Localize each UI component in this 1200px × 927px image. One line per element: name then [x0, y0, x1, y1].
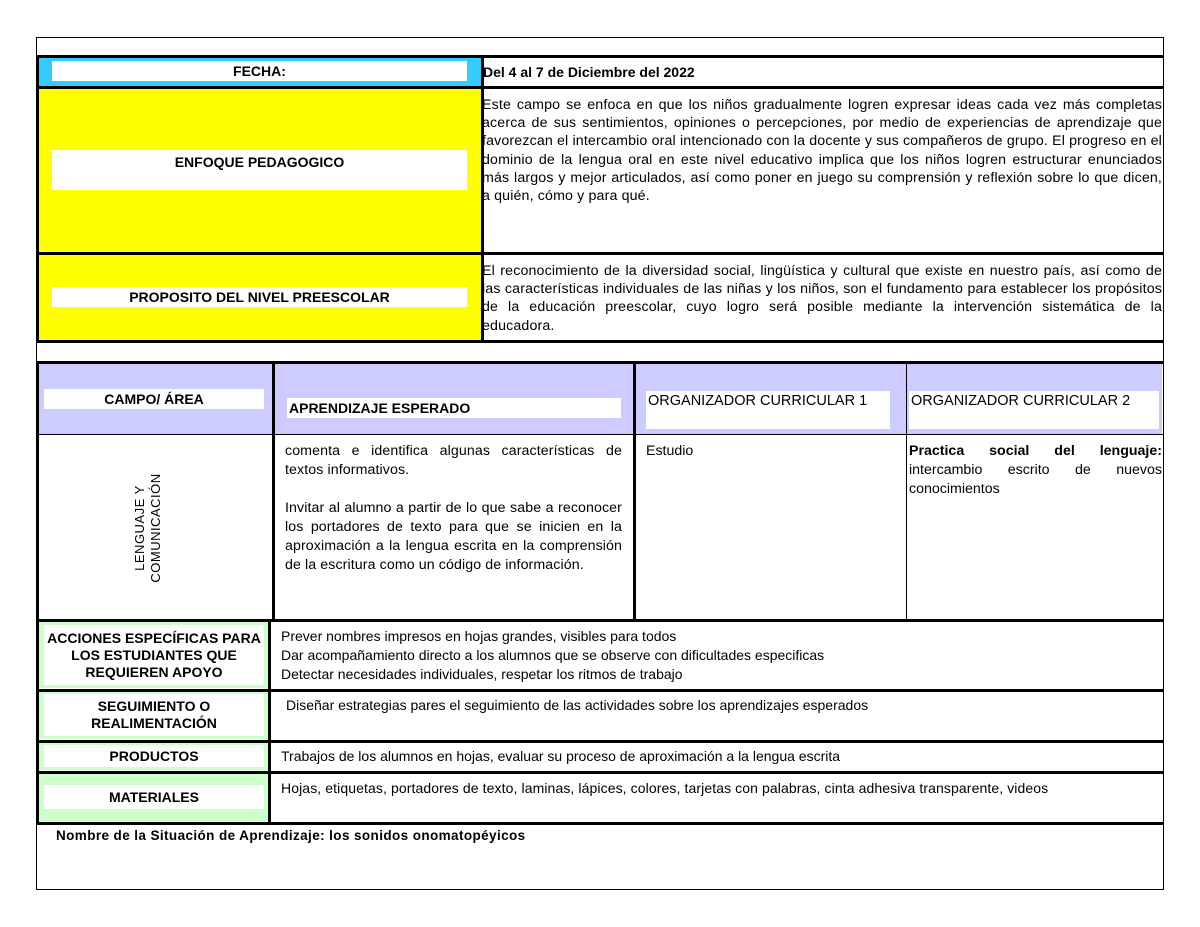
- col-org1-header-text: ORGANIZADOR CURRICULAR 1: [648, 393, 868, 409]
- divider: [36, 740, 1164, 743]
- col-campo-header: CAMPO/ ÁREA: [44, 389, 264, 409]
- divider: [36, 55, 39, 342]
- divider: [272, 361, 275, 621]
- seguimiento-text: Diseñar estrategias pares el seguimiento de las actividades sobre los aprendizajes esperados: [286, 697, 869, 713]
- divider: [481, 55, 484, 342]
- campo-value-line1: LENGUAJE Y: [132, 485, 147, 571]
- divider: [268, 619, 271, 824]
- divider: [36, 361, 1164, 364]
- divider: [36, 822, 1164, 825]
- divider: [36, 55, 1164, 58]
- materiales-text: Hojas, etiquetas, portadores de texto, laminas, lápices, colores, tarjetas con palabras, cinta adhesiva transparente, videos: [281, 780, 1049, 796]
- materiales-label: MATERIALES: [44, 785, 264, 809]
- col-aprendizaje-header: APRENDIZAJE ESPERADO: [287, 398, 621, 418]
- proposito-text: El reconocimiento de la diversidad social, lingüística y cultural que existe en nuestro país, así como de las características individuales de las niñas y los niños, son el fundamento para establecer los propósitos de la educación preescolar, cuyo logro será posible mediante la intervención sistemática de la educadora.: [482, 263, 1162, 334]
- divider: [36, 361, 39, 621]
- col-org1-header: [646, 391, 890, 429]
- productos-text: Trabajos de los alumnos en hojas, evaluar su proceso de aproximación a la lengua escrita: [281, 748, 841, 764]
- divider: [36, 252, 1164, 255]
- col-org2-header-text: ORGANIZADOR CURRICULAR 2: [911, 393, 1131, 409]
- org2-value: [909, 442, 1162, 499]
- acciones-line-2: Dar acompañamiento directo a los alumnos que se observe con dificultades especificas: [281, 647, 825, 663]
- enfoque-text: Este campo se enfoca en que los niños gradualmente logren expresar ideas cada vez más completas acerca de sus sentimientos, opiniones o percepciones, por medio de experiencias de aprendizaje que favorezcan el intercambio oral intencionado con la docente y sus compañeros de grupo. El progreso en el dominio de la lengua oral en este nivel educativo implica que los niños logren estructurar enunciados más largos y mejor articulados, así como poner en juego su comprensión y reflexión sobre lo que dicen, a quién, cómo y para qué.: [482, 97, 1162, 205]
- acciones-line-3: Detectar necesidades individuales, respetar los ritmos de trabajo: [281, 666, 683, 682]
- campo-value: [132, 458, 168, 598]
- org2-bold: Practica social del lenguaje:: [909, 443, 1162, 459]
- divider: [906, 361, 907, 621]
- situacion-title: Nombre de la Situación de Aprendizaje: los sonidos onomatopéyicos: [56, 828, 526, 843]
- divider: [36, 619, 39, 824]
- aprendizaje-p2: Invitar al alumno a partir de lo que sabe a reconocer los portadores de texto para que se inicien en la aproximación a la lengua escrita en la comprensión de la escritura como un código de información.: [285, 500, 622, 573]
- divider: [36, 771, 1164, 774]
- divider: [633, 361, 636, 621]
- acciones-label: ACCIONES ESPECÍFICAS PARA LOS ESTUDIANTES QUE REQUIEREN APOYO: [44, 625, 264, 685]
- aprendizaje-p1: comenta e identifica algunas características de textos informativos.: [285, 443, 622, 478]
- seguimiento-label: SEGUIMIENTO O REALIMENTACIÓN: [44, 694, 264, 736]
- acciones-line-1: Prever nombres impresos en hojas grandes, visibles para todos: [281, 628, 677, 644]
- divider: [36, 689, 1164, 692]
- divider: [36, 340, 1164, 343]
- divider: [36, 434, 1164, 435]
- fecha-label: FECHA:: [52, 61, 467, 81]
- enfoque-label: ENFOQUE PEDAGOGICO: [52, 150, 467, 190]
- productos-label: PRODUCTOS: [44, 745, 264, 767]
- fecha-value: Del 4 al 7 de Diciembre del 2022: [483, 64, 695, 80]
- col-org2-header: [909, 391, 1159, 429]
- campo-value-line2: COMUNICACIÓN: [148, 473, 163, 583]
- org1-value: Estudio: [646, 443, 694, 459]
- divider: [36, 86, 1164, 89]
- proposito-label: PROPOSITO DEL NIVEL PREESCOLAR: [52, 287, 467, 307]
- org2-rest: intercambio escrito de nuevos conocimientos: [909, 462, 1162, 497]
